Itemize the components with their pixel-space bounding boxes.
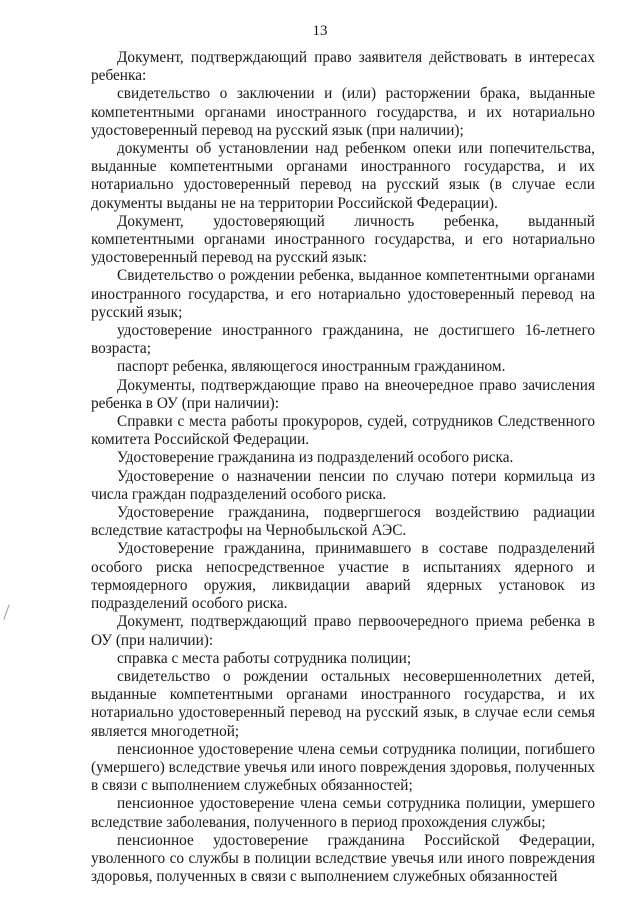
paragraph-foreign-citizen-certificate: удостоверение иностранного гражданина, не достигшего 16-летнего возраста; — [91, 322, 595, 358]
paragraph-chernobyl-certificate: Удостоверение гражданина, подвергшегося воздействию радиации вследствие катастрофы на Чернобыльской АЭС. — [91, 504, 595, 540]
paragraph-marriage-certificate: свидетельство о заключении и (или) расторжении брака, выданные компетентными органами иностранного государства, и их нотариально удостоверенный перевод на русский язык (при наличии); — [91, 85, 595, 139]
paragraph-first-priority-heading: Документ, подтверждающий право первоочередного приема ребенка в ОУ (при наличии): — [91, 613, 595, 649]
paragraph-special-risk-certificate: Удостоверение гражданина из подразделений особого риска. — [117, 449, 514, 467]
document-body — [91, 49, 595, 886]
paragraph-birth-certificate: Свидетельство о рождении ребенка, выданное компетентными органами иностранного государства, и его нотариально удостоверенный перевод на русский язык; — [91, 267, 595, 321]
paragraph-prosecutor-judge-certificates: Справки с места работы прокуроров, судей, сотрудников Следственного комитета Российской Федерации. — [91, 413, 595, 449]
paragraph-large-family-certificate: свидетельство о рождении остальных несовершеннолетних детей, выданные компетентными органами иностранного государства, и их нотариально удостоверенный перевод на русский язык, в случае если семья является многодетной; — [91, 667, 595, 740]
paragraph-police-deceased-pension: пенсионное удостоверение члена семьи сотрудника полиции, погибшего (умершего) вследствие увечья или иного повреждения здоровья, полученных в связи с выполнением служебных обязанностей; — [91, 740, 595, 795]
paragraph-child-identity-heading: Документ, удостоверяющий личность ребенка, выданный компетентными органами иностранного государства, и его нотариально удостоверенный перевод на русский язык: — [91, 212, 595, 267]
paragraph-police-employment-certificate: справка с места работы сотрудника полиции; — [117, 649, 412, 667]
paragraph-applicant-authority-heading: Документ, подтверждающий право заявителя действовать в интересах ребенка: — [91, 49, 595, 85]
paragraph-nuclear-testing-certificate: Удостоверение гражданина, принимавшего в составе подразделений особого риска непосредственное участие в испытаниях ядерного и термоядерного оружия, ликвидации аварий ядерных установок из подразделений особого риска. — [91, 540, 595, 613]
paragraph-guardianship-documents: документы об установлении над ребенком опеки или попечительства, выданные компетентными органами иностранного государства, и их нотариально удостоверенный перевод на русский язык (в случае если документы выданы не на территории Российской Федерации). — [91, 140, 595, 212]
page-number: 13 — [312, 23, 328, 39]
paragraph-police-illness-pension: пенсионное удостоверение члена семьи сотрудника полиции, умершего вследствие заболевания, полученного в период прохождения службы; — [91, 795, 595, 831]
scan-margin-mark — [3, 604, 9, 619]
paragraph-child-passport: паспорт ребенка, являющегося иностранным гражданином. — [117, 358, 506, 376]
paragraph-priority-enrollment-heading: Документы, подтверждающие право на внеочередное право зачисления ребенка в ОУ (при наличии): — [91, 376, 595, 412]
paragraph-survivor-pension-certificate: Удостоверение о назначении пенсии по случаю потери кормильца из числа граждан подразделений особого риска. — [91, 467, 595, 503]
paragraph-police-dismissed-pension: пенсионное удостоверение гражданина Российской Федерации, уволенного со службы в полиции вследствие увечья или иного повреждения здоровья, полученных в связи с выполнением служебных обязанностей — [91, 831, 595, 886]
